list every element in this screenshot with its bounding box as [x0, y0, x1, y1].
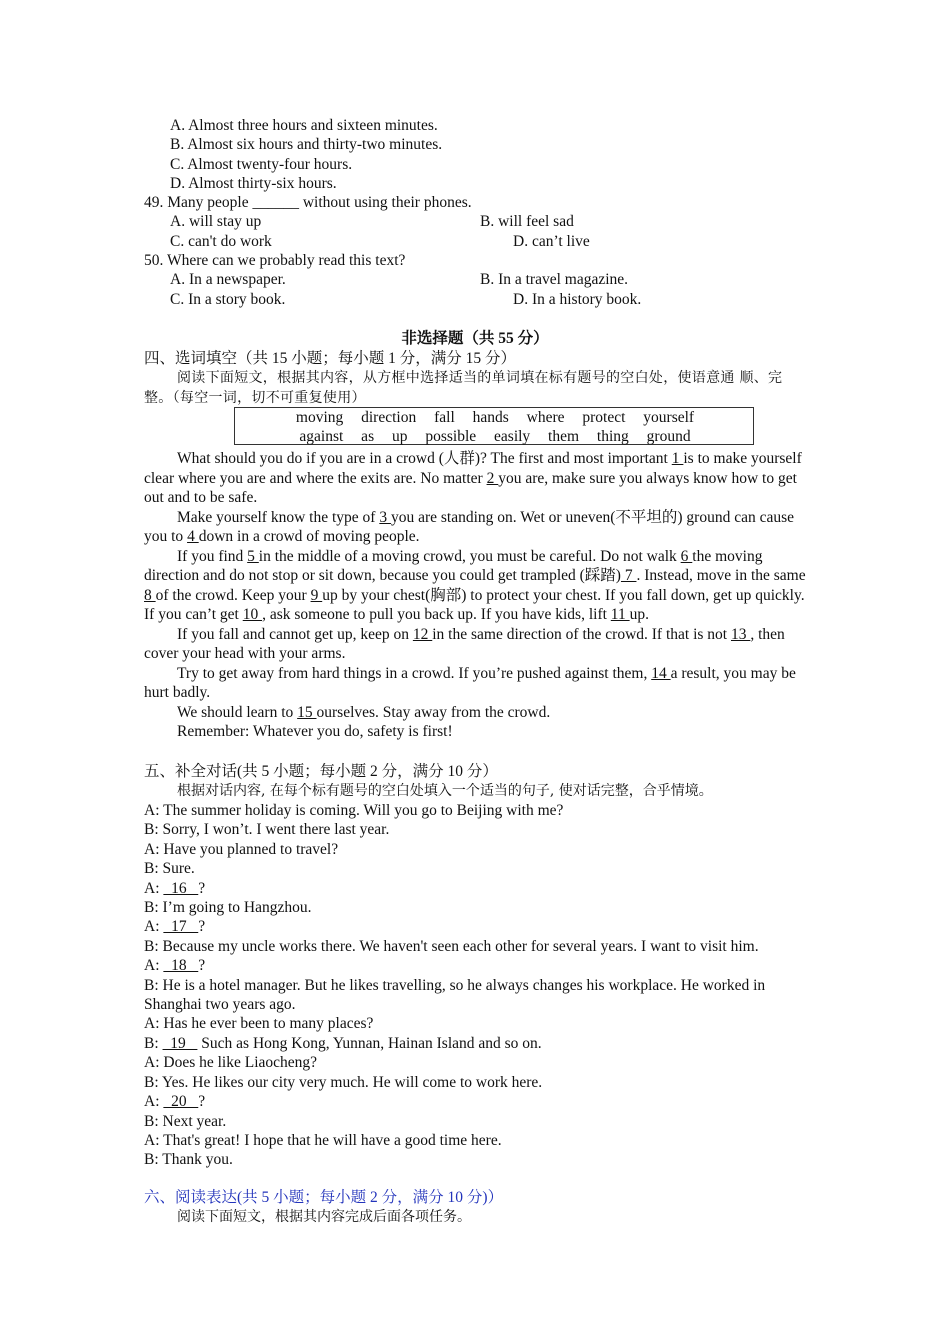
word-box-row-1: moving direction fall hands where protect yourself — [295, 409, 695, 426]
q48-option-d: D. Almost thirty-six hours. — [170, 175, 337, 192]
part6-instruction: 阅读下面短文，根据其内容完成后面各项任务。 — [177, 1209, 471, 1225]
dialogue-line: B: 19 Such as Hong Kong, Yunnan, Hainan Island and so on. — [144, 1034, 542, 1052]
blank-7[interactable]: 7 — [620, 567, 637, 584]
dialogue-line: A: 17 ? — [144, 918, 206, 936]
blank-13[interactable]: 13 — [730, 625, 751, 643]
word-box — [234, 407, 754, 445]
blank-14[interactable]: 14 — [651, 664, 671, 682]
blank-15[interactable]: 15 — [297, 703, 317, 721]
passage-paragraph: We should learn to 15 ourselves. Stay away from the crowd. — [177, 703, 551, 721]
passage-paragraph: Try to get away from hard things in a crowd. If you’re pushed against them, 14 a result, you may be hurt badly. — [144, 664, 796, 701]
dialogue-line: A: 20 ? — [144, 1093, 206, 1111]
blank-11[interactable]: 11 — [610, 606, 630, 623]
q48-option-b: B. Almost six hours and thirty-two minutes. — [170, 136, 443, 153]
part6-heading: 六、阅读表达(共 5 小题；每小题 2 分，满分 10 分)） — [144, 1189, 504, 1206]
dialogue-line: A: Have you planned to travel? — [144, 840, 339, 858]
q50-option-c: C. In a story book. — [170, 291, 286, 308]
passage-paragraph: Remember: Whatever you do, safety is first! — [177, 723, 453, 740]
dialogue-line: B: Sure. — [144, 860, 195, 878]
blank-20[interactable]: 20 — [163, 1093, 199, 1111]
q50-option-a: A. In a newspaper. — [170, 271, 286, 288]
dialogue-line: A: 16 ? — [144, 879, 206, 897]
q49-stem: 49. Many people ______ without using their phones. — [144, 194, 472, 211]
blank-17[interactable]: 17 — [163, 918, 199, 936]
q48-option-a: A. Almost three hours and sixteen minutes. — [170, 117, 438, 134]
dialogue — [144, 801, 806, 1170]
passage-paragraph: Make yourself know the type of 3 you are standing on. Wet or uneven(不平坦的) ground can cause you to 4 down in a crowd of moving people. — [144, 508, 795, 545]
dialogue-line: A: That's great! I hope that he will have a good time here. — [144, 1131, 502, 1149]
dialogue-line: B: Next year. — [144, 1112, 227, 1130]
q48-option-c: C. Almost twenty-four hours. — [170, 156, 353, 173]
blank-5[interactable]: 5 — [247, 547, 259, 565]
dialogue-line: B: Because my uncle works there. We haven't seen each other for several years. I want to visit him. — [144, 937, 759, 955]
blank-6[interactable]: 6 — [680, 547, 693, 565]
blank-16[interactable]: 16 — [163, 879, 199, 897]
q49-option-b: B. will feel sad — [480, 213, 574, 230]
passage-paragraph: If you fall and cannot get up, keep on 12 in the same direction of the crowd. If that is not 13 , then cover your head with your arms. — [144, 625, 785, 662]
q50-stem: 50. Where can we probably read this text? — [144, 252, 406, 269]
blank-10[interactable]: 10 — [242, 606, 263, 623]
blank-2[interactable]: 2 — [486, 469, 499, 487]
q49-option-d: D. can’t live — [513, 233, 590, 250]
dialogue-line: B: Thank you. — [144, 1151, 233, 1169]
q50-option-b: B. In a travel magazine. — [480, 271, 629, 288]
blank-1[interactable]: 1 — [671, 450, 684, 467]
blank-3[interactable]: 3 — [379, 508, 391, 526]
blank-18[interactable]: 18 — [163, 957, 199, 975]
part4-instruction: 阅读下面短文，根据其内容，从方框中选择适当的单词填在标有题号的空白处，使语意通 顺、完整。（每空一词，切不可重复使用） — [144, 370, 783, 406]
dialogue-line: B: Sorry, I won’t. I went there last year. — [144, 821, 390, 839]
passage-paragraph: If you find 5 in the middle of a moving crowd, you must be careful. Do not walk 6 the moving direction and do not stop or sit down, because you could get trampled (踩踏) 7 . Instead, move in the same 8 of the crowd. Keep your 9 up by your chest(胸部) to protect your chest. If you fall down, get up quickly. If you can’t get 10 , ask someone to pull you back up. If you have kids, lift 11 up. — [144, 547, 806, 623]
dialogue-line: B: Yes. He likes our city very much. He will come to work here. — [144, 1073, 543, 1091]
blank-9[interactable]: 9 — [310, 586, 323, 604]
dialogue-line: A: Has he ever been to many places? — [144, 1015, 374, 1033]
section-title: 非选择题（共 55 分） — [401, 330, 549, 347]
word-box-row-2: against as up possible easily them thing ground — [299, 428, 691, 445]
blank-12[interactable]: 12 — [412, 625, 433, 643]
q49-option-c: C. can't do work — [170, 233, 272, 250]
blank-4[interactable]: 4 — [187, 528, 199, 545]
dialogue-line: A: The summer holiday is coming. Will you go to Beijing with me? — [144, 802, 564, 819]
dialogue-line: B: I’m going to Hangzhou. — [144, 899, 312, 917]
q49-option-a: A. will stay up — [170, 213, 262, 230]
blank-8[interactable]: 8 — [144, 586, 156, 604]
part4-heading: 四、选词填空（共 15 小题；每小题 1 分，满分 15 分） — [144, 350, 517, 367]
passage-paragraph: What should you do if you are in a crowd (人群)? The first and most important 1 is to make yourself clear where you are and where the exits are. No matter 2 you are, make sure you always know how to get out and to be safe. — [144, 450, 802, 506]
q50-option-d: D. In a history book. — [513, 291, 642, 308]
passage — [144, 449, 806, 742]
blank-19[interactable]: 19 — [162, 1034, 198, 1052]
part5-instruction: 根据对话内容, 在每个标有题号的空白处填入一个适当的句子, 使对话完整，合乎情境。 — [177, 783, 713, 799]
dialogue-line: A: Does he like Liaocheng? — [144, 1054, 318, 1072]
part5-heading: 五、补全对话(共 5 小题；每小题 2 分，满分 10 分） — [144, 763, 498, 780]
dialogue-line: B: He is a hotel manager. But he likes travelling, so he always changes his workplace. He worked in Shanghai two years ago. — [144, 976, 766, 1014]
dialogue-line: A: 18 ? — [144, 957, 206, 975]
